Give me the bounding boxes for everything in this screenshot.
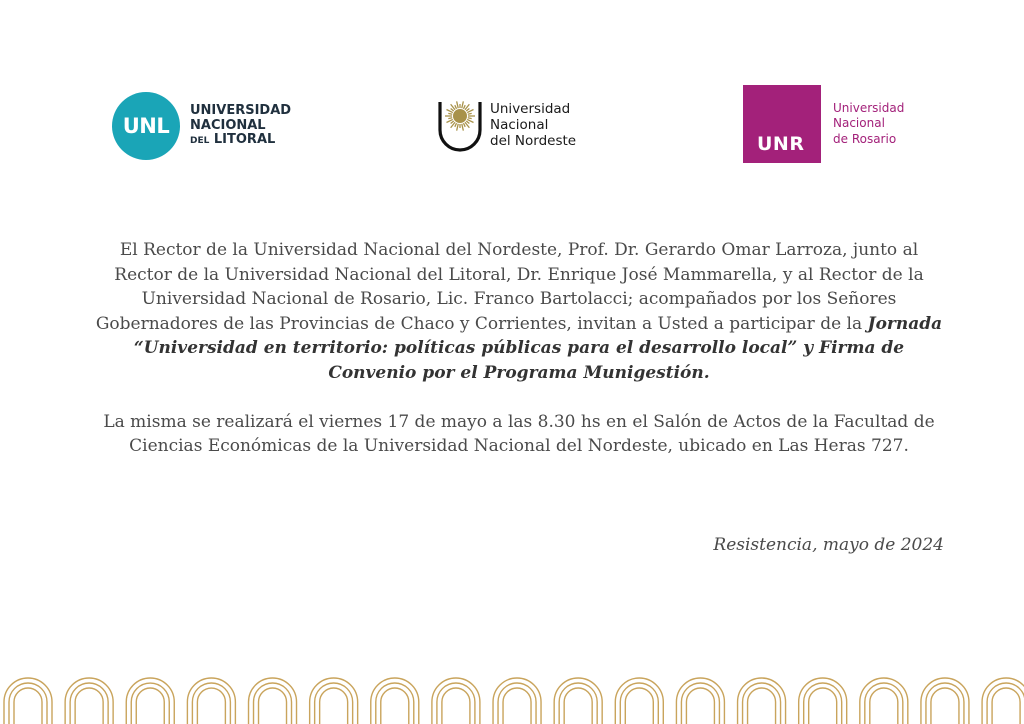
ornament-arch [554, 678, 602, 724]
ornament-arch [381, 688, 409, 724]
arch-ornament [0, 676, 1024, 724]
ornament-arch [4, 678, 52, 724]
unr-line1: Universidad [833, 100, 905, 115]
unl-line3 [190, 133, 291, 148]
ornament-arch [136, 688, 164, 724]
unne-wordmark [490, 101, 576, 150]
unr-wordmark [833, 101, 904, 148]
invitation-intro: El Rector de la Universidad Nacional del Nordeste, Prof. Dr. Gerardo Omar Larroza, junto al Rector de la Universidad Nacional del Litoral, Dr. Enrique José Mammarella, y al Rector de la Universidad Nacional de Rosario, Lic. Franco Bartolacci; acompañados por los Señores Gobernadores de las Provincias de Chaco y Corrientes, invitan a Usted a participar de la [95, 240, 924, 334]
unne-logo [436, 96, 576, 154]
ornament-arch [738, 678, 786, 724]
ornament-arch [676, 678, 724, 724]
unr-badge: UNR [757, 133, 805, 155]
ornament-arch [748, 688, 776, 724]
ornament-arch [493, 678, 541, 724]
unl-line2: NACIONAL [190, 117, 266, 133]
ornament-arch [249, 678, 297, 724]
ornament-arch [65, 678, 113, 724]
ornament-arch [259, 688, 287, 724]
unl-line3-small: DEL [190, 136, 210, 147]
ornament-arch [197, 688, 225, 724]
ornament-arch [442, 688, 470, 724]
unr-logo [743, 85, 904, 163]
ornament-arch [870, 688, 898, 724]
ornament-arch [992, 688, 1020, 724]
unne-line1: Universidad [490, 100, 571, 117]
ornament-arch [320, 688, 348, 724]
unl-line1: UNIVERSIDAD [190, 103, 292, 119]
event-details: La misma se realizará el viernes 17 de mayo a las 8.30 hs en el Salón de Actos de la Facultad de Ciencias Económicas de la Universidad Nacional del Nordeste, ubicado en Las Heras 727. [103, 411, 935, 457]
ornament-arch [931, 688, 959, 724]
ornament-arch [686, 688, 714, 724]
ornament-arch [982, 678, 1024, 724]
ornament-arch [14, 688, 42, 724]
ornament-arch [564, 688, 592, 724]
unr-line3: de Rosario [833, 131, 897, 146]
ornament-arch [75, 688, 103, 724]
ornament-arch [126, 678, 174, 724]
unr-line2: Nacional [833, 116, 885, 131]
sun-arch-icon [436, 96, 484, 154]
unl-wordmark [190, 104, 291, 148]
ornament-arch [799, 678, 847, 724]
ornament-arch [503, 688, 531, 724]
ornament-arch [371, 678, 419, 724]
place-date: Resistencia, mayo de 2024 [713, 535, 944, 555]
ornament-arch [921, 678, 969, 724]
invitation-paragraph [90, 238, 948, 386]
event-title: Jornada “Universidad en territorio: políticas públicas para el desarrollo local” y Firma de Convenio por el Programa Munigestión. [133, 313, 943, 383]
unl-line3-main: LITORAL [213, 132, 276, 148]
ornament-arch [809, 688, 837, 724]
ornament-arch [625, 688, 653, 724]
invitation-body [90, 238, 948, 459]
ornament-arch [615, 678, 663, 724]
ornament-arch [187, 678, 235, 724]
ornament-arch [860, 678, 908, 724]
ornament-arch [310, 678, 358, 724]
unne-line3: del Nordeste [490, 133, 577, 150]
unl-logo [112, 92, 291, 160]
ornament-arch [432, 678, 480, 724]
unr-badge-box [743, 85, 821, 163]
unl-badge: UNL [112, 92, 180, 160]
unne-line2: Nacional [490, 116, 549, 133]
